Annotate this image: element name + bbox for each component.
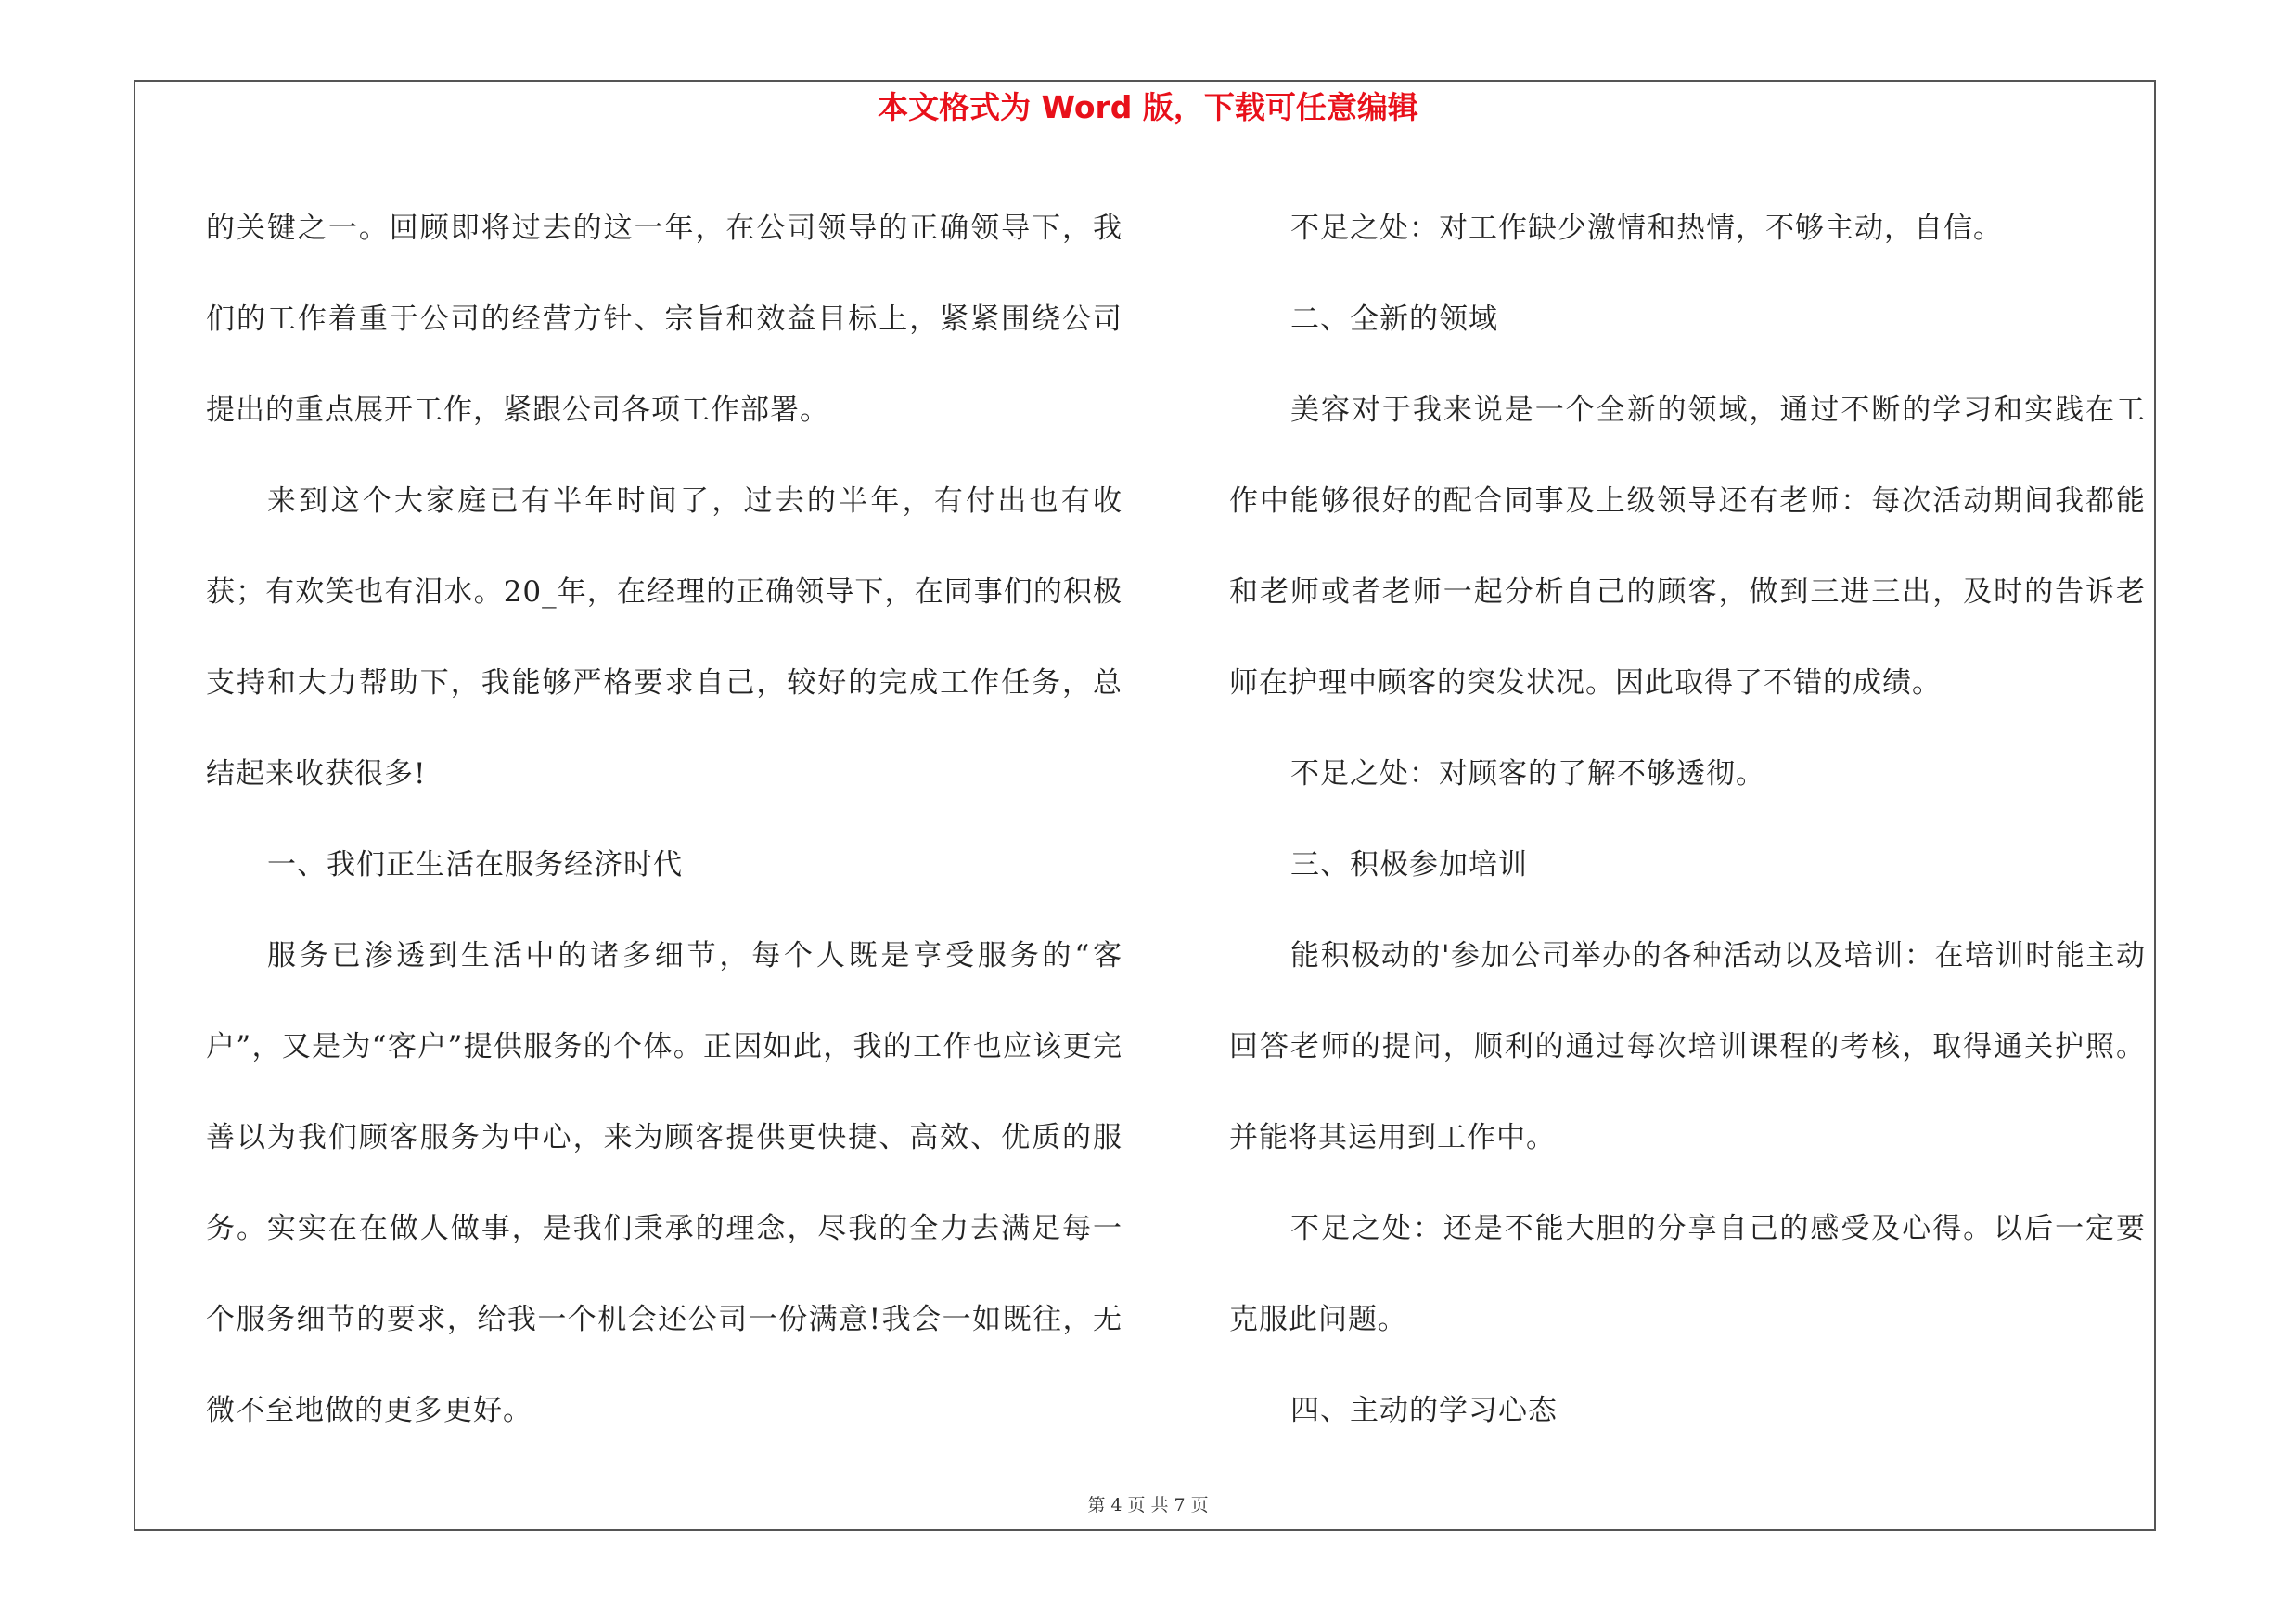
- section-heading: 四、主动的学习心态: [1290, 1394, 1558, 1427]
- section-heading: 三、积极参加培训: [1290, 848, 1528, 882]
- paragraph: 服务已渗透到生活中的诸多细节，每个人既是享受服务的“客户”，又是为“客户”提供服务的个体。正因如此，我的工作也应该更完善以为我们顾客服务为中心，来为顾客提供更快捷、高效、优质的服务。实实在在做人做事，是我们秉承的理念，尽我的全力去满足每一个服务细节的要求，给我一个机会还公司一份满意!我会一如既往，无微不至地做的更多更好。: [206, 939, 1122, 1427]
- left-column: [206, 183, 1122, 1456]
- section-heading: 一、我们正生活在服务经济时代: [267, 848, 683, 882]
- right-column: [1229, 183, 2146, 1456]
- paragraph: 能积极动的'参加公司举办的各种活动以及培训：在培训时能主动回答老师的提问，顺利的通过每次培训课程的考核，取得通关护照。并能将其运用到工作中。: [1229, 939, 2146, 1154]
- paragraph: 来到这个大家庭已有半年时间了，过去的半年，有付出也有收获；有欢笑也有泪水。20_年，在经理的正确领导下，在同事们的积极支持和大力帮助下，我能够严格要求自己，较好的完成工作任务，总结起来收获很多!: [206, 484, 1122, 791]
- paragraph: 的关键之一。回顾即将过去的这一年，在公司领导的正确领导下，我们的工作着重于公司的经营方针、宗旨和效益目标上，紧紧围绕公司提出的重点展开工作，紧跟公司各项工作部署。: [206, 212, 1122, 427]
- section-heading: 二、全新的领域: [1290, 303, 1498, 336]
- paragraph: 不足之处：对顾客的了解不够透彻。: [1290, 757, 1765, 791]
- paragraph: 不足之处：对工作缺少激情和热情，不够主动，自信。: [1290, 212, 2003, 245]
- paragraph: 不足之处：还是不能大胆的分享自己的感受及心得。以后一定要克服此问题。: [1229, 1212, 2146, 1336]
- paragraph: 美容对于我来说是一个全新的领域，通过不断的学习和实践在工作中能够很好的配合同事及上级领导还有老师：每次活动期间我都能和老师或者老师一起分析自己的顾客，做到三进三出，及时的告诉老师在护理中顾客的突发状况。因此取得了不错的成绩。: [1229, 393, 2146, 700]
- format-banner: 本文格式为 Word 版，下载可任意编辑: [878, 89, 1418, 125]
- page-number: 第 4 页 共 7 页: [1087, 1495, 1209, 1515]
